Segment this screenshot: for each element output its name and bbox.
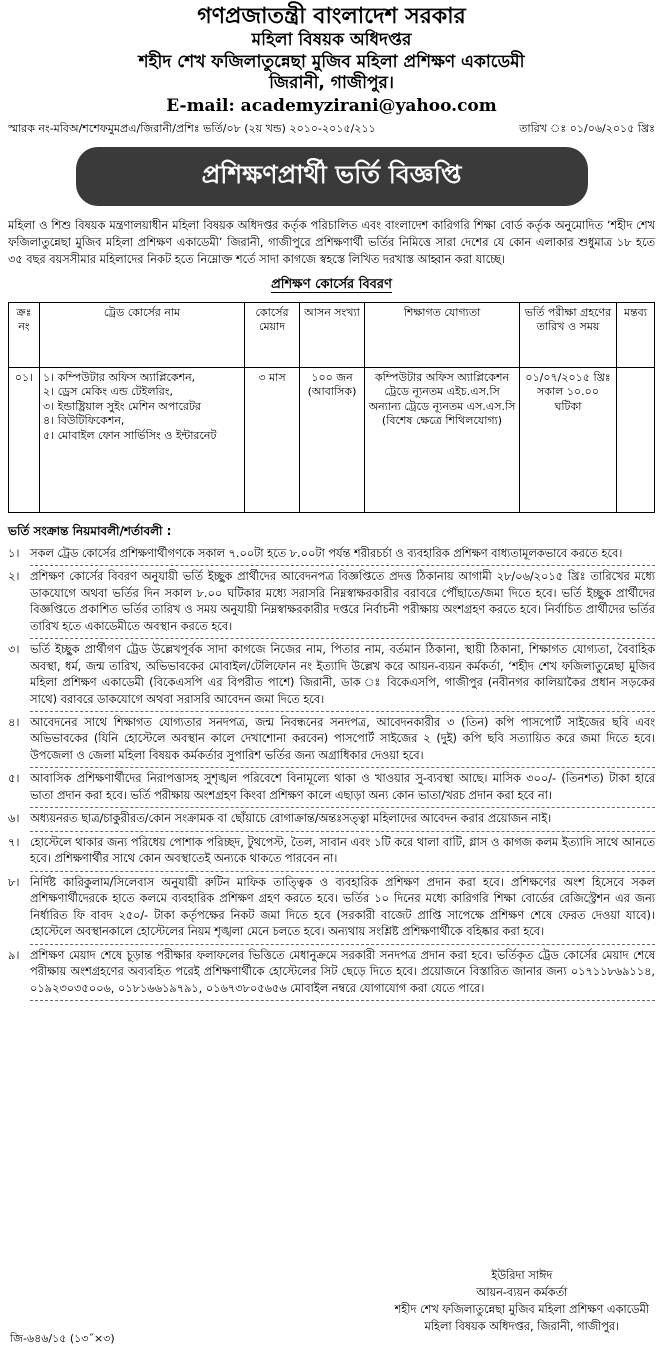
rule-item [8,948,655,1001]
col-duration: কোর্সের মেয়াদ [245,302,300,367]
rule-text: সকল ট্রেড কোর্সের প্রশিক্ষণার্থীগণকে সকাল ৭.০০টা হতে ৮.০০টা পর্যন্ত শরীরচর্চা ও ব্যবহারিক প্রশিক্ষণ বাধ্যতামূলকভাবে করতে হবে। [30,546,655,566]
course-table [8,302,655,513]
row-seats: ১০০ জন (আবাসিক) [300,367,365,512]
rule-number: ৩। [8,643,20,657]
course-section-title [8,275,655,296]
signatory-address: মহিলা বিষয়ক অধিদপ্তর, জিরানী, গাজীপুর। [424,1319,620,1333]
col-serial: ক্রঃ নং [9,302,40,367]
memo-date: তারিখ ঃ ০১/০৬/২০১৫ খ্রিঃ [519,122,655,136]
rule-number: ৪। [8,716,20,729]
signatory-name: ইউরিদা সাঈদ [491,1269,553,1282]
rules-title: ভর্তি সংক্রান্ত নিয়মাবলী/শর্তাবলী : [8,523,172,538]
department-title: মহিলা বিষয়ক অধিদপ্তর [251,30,412,51]
rules-list [8,546,655,1002]
rule-text: আবাসিক প্রশিক্ষণার্থীদের নিরাপত্তাসহ সুশৃঙ্খল পরিবেশে বিনামূল্যে থাকা ও খাওয়ার সু-ব্যবস্থা আছে। মাসিক ৩০০/- (তিনশত) টাকা হারে ভাতা প্রদান করা হবে। ভর্তি পরীক্ষায় অংশগ্রহণ কিংবা প্রশিক্ষণ কালে এছাড়া অন্য কোন ভাতা/খরচ প্রদান করা হবে না। [30,771,655,808]
rule-number: ৬। [8,812,20,826]
rule-number: ৮। [8,875,20,889]
col-qualification: শিক্ষাগত যোগ্যতা [365,302,520,367]
course-item: ৩। ইন্ডাষ্ট্রিয়াল সুইং মেশিন অপারেটর [43,399,202,413]
banner-wrap [8,147,655,206]
email-line: E-mail: academyzirani@yahoo.com [166,95,497,116]
course-section-title-text: প্রশিক্ষণ কোর্সের বিবরণ [271,276,392,292]
rule-item [8,771,655,808]
row-remarks [617,367,655,512]
rule-text: হোস্টেলে থাকার জন্য পরিধেয় পোশাক পরিচ্ছদ, টুথপেস্ট, তৈল, সাবান এবং ১টি করে থালা বাটি, গ্লাস ও কাগজ কলম ইত্যাদি সাথে আনতে হবে। প্রশিক্ষণার্থীর সাথে কোন অবস্থাতেই অন্যকে থাকতে পারবেন না। [30,835,655,872]
notice-banner: প্রশিক্ষণপ্রার্থী ভর্তি বিজ্ঞপ্তি [76,147,588,206]
rule-number: ৭। [8,835,20,849]
memo-line [8,120,655,139]
signature-block [395,1268,649,1336]
academy-title: শহীদ শেখ ফজিলাতুন্নেছা মুজিব মহিলা প্রশিক্ষণ একাডেমী [138,51,525,72]
rule-item [8,875,655,945]
rule-item [8,642,655,712]
row-duration: ৩ মাস [245,367,300,512]
signatory-office: শহীদ শেখ ফজিলাতুন্নেছা মুজিব মহিলা প্রশিক্ষণ একাডেমী [394,1302,649,1316]
signatory-designation: আয়ন-ব্যয়ন কর্মকর্তা [476,1285,568,1299]
col-exam: ভর্তি পরীক্ষা গ্রহণের তারিখ ও সময় [520,302,617,367]
table-row [9,367,655,512]
col-remarks: মন্তব্য [617,302,655,367]
rule-number: ২। [8,570,20,584]
row-serial: ০১। [9,367,40,512]
memo-number: স্মারক নং-মবিঅ/শশেফমুমপ্রএ/জিরানী/প্রশিঃ ভর্তি/০৮ (২য় খন্ড) ২০১০-২০১৫/২১১ [8,122,376,136]
row-courses [40,367,245,512]
course-item: ১। কম্পিউটার অফিস অ্যাপ্লিকেশন, [43,370,196,384]
rule-text: আবেদনের সাথে শিক্ষাগত যোগ্যতার সনদপত্র, জন্ম নিবন্ধনের সনদপত্র, আবেদনকারীর ৩ (তিন) কপি পাসপোর্ট সাইজের ছবি এবং অভিভাবকের (যিনি হোস্টেলে অবস্থান কালে দেখাশোনা করবেন) পাসপোর্ট সাইজের ২ (দুই) কপি ছবি সত্যায়িত করে জমা দিতে হবে। উপজেলা ও জেলা মহিলা বিষয়ক কর্মকর্তার সুপারিশ ভর্তির জন্য অগ্রাধিকার দেওয়া হবে। [30,715,655,768]
rule-item [8,811,655,831]
footer-code: জি-৬৪৬/১৫ (১৩˝×৩) [10,1332,115,1345]
rule-number: ১। [8,546,20,560]
row-exam: ০১/০৭/২০১৫ খ্রিঃ সকাল ১০.০০ ঘটিকা [520,367,617,512]
rule-item [8,835,655,872]
course-item: ৪। বিউটিফিকেশন, [43,414,125,428]
rule-item [8,715,655,768]
govt-title: গণপ্রজাতন্ত্রী বাংলাদেশ সরকার [197,4,466,29]
course-item: ২। ড্রেস মেকিং এন্ড টেইলরিং, [43,385,173,399]
header [8,4,655,116]
rule-text: প্রশিক্ষণ কোর্সের বিবরণ অনুযায়ী ভর্তি ইচ্ছুক প্রার্থীদের আবেদনপত্র বিজ্ঞপ্তিতে প্রদত্ত ঠিকানায় আগামী ২৮/০৬/২০১৫ খ্রিঃ তারিখের মধ্যে ডাকযোগে অথবা ভর্তির দিন সকাল ৮.০০ ঘটিকার মধ্যে সরাসরি নিম্নস্বাক্ষরকারীর বরাবরে পৌঁছাতে/জমা দিতে হবে। ভর্তি ইচ্ছুক প্রার্থীদের বিজ্ঞপ্তিতে প্রকাশিত ভর্তির তারিখ ও সময় অনুযায়ী নিম্নস্বাক্ষরকারীর দপ্তরে নির্বাচনী পরীক্ষায় অংশগ্রহণ করতে হবে। নির্বাচিত প্রার্থীদের ভর্তির তারিখ হতে একাডেমীতে অবস্থান করতে হবে। [30,569,655,639]
col-seats: আসন সংখ্যা [300,302,365,367]
table-header-row [9,302,655,367]
intro-paragraph: মহিলা ও শিশু বিষয়ক মন্ত্রণালয়াধীন মহিলা বিষয়ক অধিদপ্তর কর্তৃক পরিচালিত এবং বাংলাদেশ কারিগরি শিক্ষা বোর্ড কর্তৃক অনুমোদিত ‘শহীদ শেখ ফজিলাতুন্নেছা মুজিব মহিলা প্রশিক্ষণ একাডেমী’ জিরানী, গাজীপুরে প্রশিক্ষণার্থী ভর্তির নিমিত্তে সারা দেশের যে কোন এলাকার শুধুমাত্র ১৮ হতে ৩৫ বছর বয়সসীমার মহিলাদের নিকট হতে নিম্নোক্ত শর্তে সাদা কাগজে স্বহস্তে লিখিত দরখাস্ত আহ্বান করা যাচ্ছে। [8,219,655,266]
rule-number: ৯। [8,948,20,962]
rule-text: ভর্তি ইচ্ছুক প্রার্থীগণ ট্রেড উল্লেখপূর্বক সাদা কাগজে নিজের নাম, পিতার নাম, বর্তমান ঠিকানা, স্থায়ী ঠিকানা, শিক্ষাগত যোগ্যতা, বৈবাহিক অবস্থা, ধর্ম, জন্ম তারিখ, অভিভাবকের মোবাইল/টেলিফোন নং ইত্যাদি উল্লেখ করে আয়ন-ব্যয়ন কর্মকর্তা, ‘শহীদ শেখ ফজিলাতুন্নেছা মুজিব মহিলা প্রশিক্ষণ একাডেমী (বিকেএসপি এর বিপরীত পাশে) জিরানী, ডাক ঃ বিকেএসপি, গাজীপুর (নবীনগর কালিয়াকৈর প্রধান সড়কের সাথে) বরাবরে ডাকযোগে অথবা সরাসরি আবেদন জমা দিতে হবে। [30,642,655,712]
rule-text: অধ্যয়নরত ছাত্র/চাকুরীরত/কোন সংক্রামক বা ছোঁয়াচে রোগাক্রান্ত/অন্তঃসত্ত্বা মহিলাদের আবেদন করার প্রয়োজন নাই। [30,811,655,831]
course-item: ৫। মোবাইল ফোন সার্ভিসিং ও ইন্টারনেট [43,428,217,442]
rule-item [8,569,655,639]
rule-item [8,546,655,566]
rule-number: ৫। [8,772,20,786]
academy-location: জিরানী, গাজীপুর। [269,73,394,94]
rule-text: নির্দিষ্ট কারিকুলাম/সিলেবাস অনুযায়ী রুটিন মাফিক তাত্ত্বিক ও ব্যবহারিক প্রশিক্ষণ প্রদান করা হবে। প্রশিক্ষণের অংশ হিসেবে সকল প্রশিক্ষণার্থীদেরকে হাতে কলমে ব্যবহারিক প্রশিক্ষণ গ্রহণ করতে হবে। ভর্তির ১০ দিনের মধ্যে কারিগরি শিক্ষা বোর্ডের রেজিস্ট্রেশন এর জন্য নির্ধারিত ফি বাবদ ২৫০/- টাকা কর্তৃপক্ষের নিকট জমা দিতে হবে (সরকারী বাজেট প্রাপ্তি সাপেক্ষে প্রশিক্ষণ শেষে ফেরত দেওয়া যাবে)। হোস্টেলে অবস্থানকালে হোস্টেলের নিয়ম শৃঙ্খলা মেনে চলতে হবে। অন্যথায় সংশ্লিষ্ট প্রশিক্ষণার্থীকে বহিষ্কার করা হবে। [30,875,655,945]
col-course: ট্রেড কোর্সের নাম [40,302,245,367]
row-qualification: কম্পিউটার অফিস অ্যাপ্লিকেশন ট্রেডে ন্যূনতম এইচ.এস.সি অন্যান্য ট্রেডে ন্যূনতম এস.এস.সি (বিশেষ ক্ষেত্রে শিথিলযোগ্য) [365,367,520,512]
rule-text: প্রশিক্ষণ মেয়াদ শেষে চূড়ান্ত পরীক্ষার ফলাফলের ভিত্তিতে মেধানুক্রমে সরকারী সনদপত্র প্রদান করা হবে। ভর্তিকৃত ট্রেড কোর্সের মেয়াদ শেষে পরীক্ষায় অংশগ্রহণের অব্যবহিত পরেই প্রশিক্ষণার্থীকে হোস্টেলের সিট ছেড়ে দিতে হবে। প্রয়োজনে বিস্তারিত জানার জন্য ০১৭১১৮৬৯১১৪, ০১৯২৩০৩৫০০৬, ০১৮১৬৬১৯৭৯১, ০১৬৭৩৮০৫৬৫৬ মোবাইল নম্বরে যোগাযোগ করা যেতে পারে। [30,948,655,1001]
